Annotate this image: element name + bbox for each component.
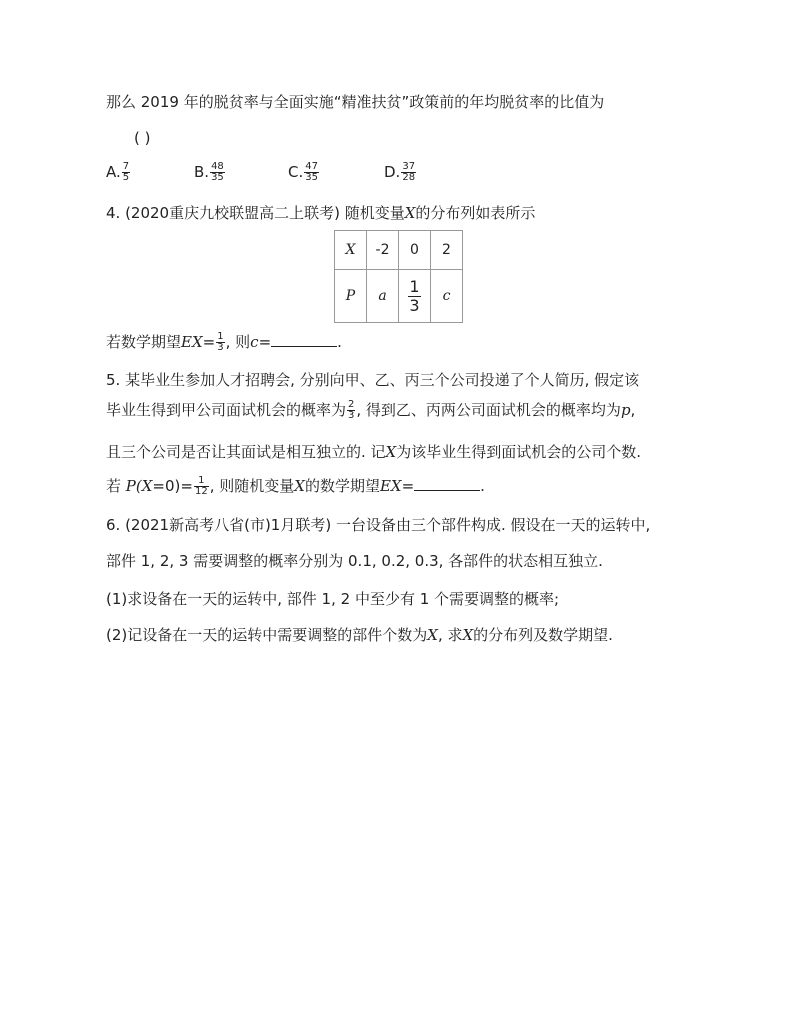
q5-text: =0)= [152, 477, 193, 495]
q5-text: , 得到乙、丙两公司面试机会的概率均为 [356, 401, 621, 419]
option-fraction: $\frac{47}{35}$ [305, 161, 318, 183]
q6-text: (2)记设备在一天的运转中需要调整的部件个数为 [106, 626, 428, 644]
q4-cond-text: . [337, 333, 342, 351]
var-x: X [294, 477, 305, 495]
q5-text: . [480, 477, 485, 495]
q5-line-2 [106, 400, 635, 421]
option-label: B. [194, 163, 210, 181]
answer-parentheses: ( ) [134, 129, 151, 147]
q3-option-c [288, 162, 320, 183]
q5-line-4 [106, 476, 485, 497]
q6-line-4 [106, 625, 613, 645]
q6-text: 的分布列及数学期望. [473, 626, 613, 644]
q5-line-3 [106, 442, 641, 462]
var-ex: EX [379, 477, 402, 495]
inline-fraction: $\frac{2}{3}$ [348, 399, 355, 421]
table-cell: 2 [431, 231, 463, 270]
option-fraction: $\frac{48}{35}$ [211, 161, 224, 183]
var-x: X [385, 443, 397, 461]
q5-text: , 则随机变量 [209, 477, 295, 495]
q3-option-d [384, 162, 417, 183]
option-label: C. [288, 163, 304, 181]
q6-line-1 [106, 515, 650, 535]
q5-text: , [630, 401, 636, 419]
q6-text: , 求 [437, 626, 463, 644]
q5-text: = [401, 477, 415, 495]
q5-text: 为该毕业生得到面试机会的公司个数. [396, 443, 642, 461]
option-fraction: $\frac{7}{5}$ [122, 161, 130, 183]
table-cell: P [335, 270, 367, 323]
q5-text: 毕业生得到甲公司面试机会的概率为 [106, 401, 347, 419]
q3-options [106, 162, 706, 192]
q4-stem-text: 的分布列如表所示 [415, 204, 536, 222]
option-label: D. [384, 163, 401, 181]
q5-text: 且三个公司是否让其面试是相互独立的. 记 [106, 443, 386, 461]
q6-line-2 [106, 551, 603, 571]
option-fraction: $\frac{37}{28}$ [402, 161, 416, 183]
table-cell: -2 [367, 231, 399, 270]
answer-blank [271, 332, 337, 347]
q6-text: 6. (2021新高考八省(市)1月联考) 一台设备由三个部件构成. 假设在一天的运转中, [106, 516, 651, 534]
var-x: X [427, 626, 438, 644]
var-px: P(X [125, 477, 153, 495]
q3-stem-line [106, 92, 604, 112]
table-row [335, 231, 463, 270]
q3-stem-text: 那么 2019 年的脱贫率与全面实施“精准扶贫”政策前的年均脱贫率的比值为 [106, 93, 605, 111]
q5-text: 若 [106, 477, 122, 495]
q4-cond-text: , 则 [225, 333, 251, 351]
var-x: X [462, 626, 474, 644]
q4-cond-text: 若数学期望 [106, 333, 182, 351]
q6-text: 部件 1, 2, 3 需要调整的概率分别为 0.1, 0.2, 0.3, 各部件的状态相互独立. [106, 552, 603, 570]
q4-stem-text: 4. (2020重庆九校联盟高二上联考) 随机变量 [106, 204, 405, 222]
table-cell: X [335, 231, 367, 270]
inline-fraction: $\frac{1}{12}$ [194, 475, 208, 497]
var-p: p [620, 401, 631, 419]
answer-blank [414, 476, 480, 491]
q6-line-3 [106, 589, 559, 609]
distribution-table [334, 230, 463, 323]
q4-cond-text: = [258, 333, 272, 351]
q3-option-a [106, 162, 131, 183]
q3-answer-parentheses [134, 128, 150, 148]
table-row [335, 270, 463, 323]
inline-fraction: $\frac{1}{3}$ [217, 331, 224, 353]
q4-stem [106, 203, 535, 223]
var-x: X [404, 204, 416, 222]
q3-option-b [194, 162, 226, 183]
table-cell: 0 [399, 231, 431, 270]
table-cell: c [431, 270, 463, 323]
table-cell: a [367, 270, 399, 323]
q5-line-1 [106, 370, 639, 390]
q5-text: 5. 某毕业生参加人才招聘会, 分别向甲、乙、丙三个公司投递了个人简历, 假定该 [106, 371, 640, 389]
q5-text: 的数学期望 [304, 477, 380, 495]
var-ex: EX [181, 333, 203, 351]
q4-condition [106, 332, 342, 353]
table-fraction: $\frac{1}{3}$ [409, 276, 420, 315]
option-label: A. [106, 163, 121, 181]
q6-text: (1)求设备在一天的运转中, 部件 1, 2 中至少有 1 个需要调整的概率; [106, 590, 560, 608]
var-c: c [250, 333, 259, 351]
q4-cond-text: = [202, 333, 216, 351]
table-cell [399, 270, 431, 323]
